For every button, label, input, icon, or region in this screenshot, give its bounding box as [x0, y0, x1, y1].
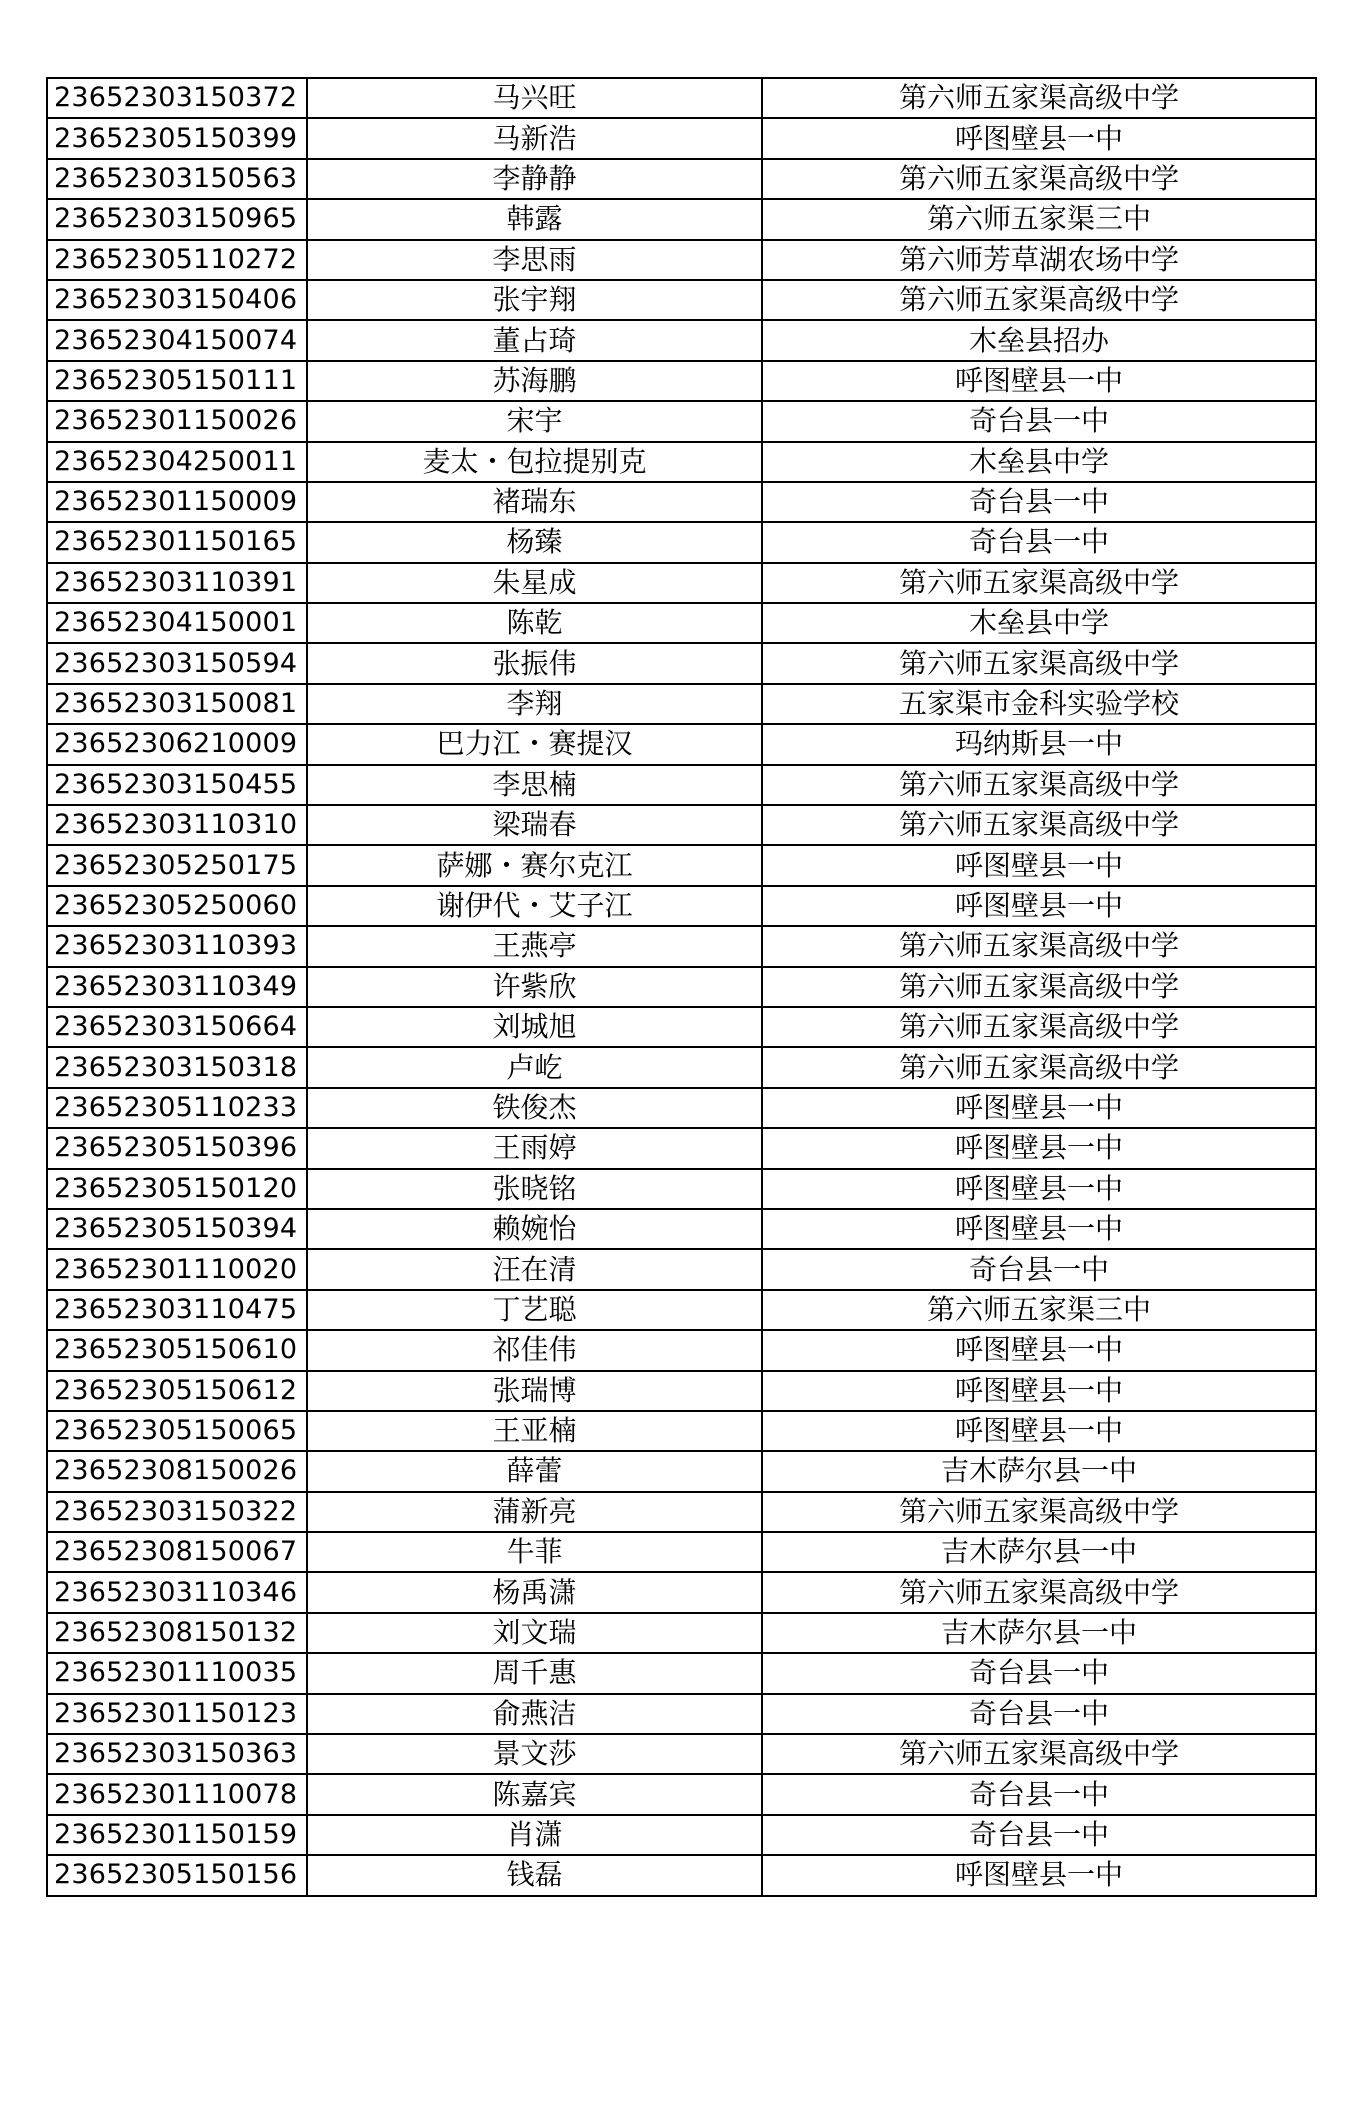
candidate-id-cell: 23652308150132: [47, 1613, 307, 1653]
school-cell: 第六师五家渠高级中学: [762, 1572, 1316, 1612]
school-cell: 呼图壁县一中: [762, 886, 1316, 926]
candidate-id-cell: 23652305110272: [47, 240, 307, 280]
student-name-cell: 王亚楠: [307, 1411, 762, 1451]
table-row: [47, 1492, 1316, 1532]
school-cell: 奇台县一中: [762, 1249, 1316, 1289]
student-name-cell: 刘文瑞: [307, 1613, 762, 1653]
school-cell: 奇台县一中: [762, 401, 1316, 441]
candidate-id-cell: 23652301110035: [47, 1653, 307, 1693]
table-row: [47, 159, 1316, 199]
school-cell: 第六师五家渠高级中学: [762, 643, 1316, 683]
table-row: [47, 1572, 1316, 1612]
student-name-cell: 周千惠: [307, 1653, 762, 1693]
school-cell: 第六师五家渠高级中学: [762, 78, 1316, 118]
school-cell: 吉木萨尔县一中: [762, 1451, 1316, 1491]
table-row: [47, 1815, 1316, 1855]
roster-body: [47, 78, 1316, 1896]
student-name-cell: 杨禹潇: [307, 1572, 762, 1612]
candidate-id-cell: 23652303150965: [47, 199, 307, 239]
school-cell: 吉木萨尔县一中: [762, 1613, 1316, 1653]
table-row: [47, 886, 1316, 926]
student-name-cell: 俞燕洁: [307, 1694, 762, 1734]
table-row: [47, 1330, 1316, 1370]
table-row: [47, 1451, 1316, 1491]
school-cell: 第六师五家渠高级中学: [762, 1007, 1316, 1047]
student-name-cell: 李思雨: [307, 240, 762, 280]
student-name-cell: 萨娜・赛尔克江: [307, 845, 762, 885]
student-name-cell: 王雨婷: [307, 1128, 762, 1168]
school-cell: 呼图壁县一中: [762, 1169, 1316, 1209]
school-cell: 第六师五家渠高级中学: [762, 1734, 1316, 1774]
candidate-id-cell: 23652303110391: [47, 563, 307, 603]
student-name-cell: 李静静: [307, 159, 762, 199]
school-cell: 第六师五家渠高级中学: [762, 563, 1316, 603]
table-row: [47, 1855, 1316, 1895]
student-name-cell: 汪在清: [307, 1249, 762, 1289]
candidate-id-cell: 23652303150406: [47, 280, 307, 320]
table-row: [47, 1249, 1316, 1289]
candidate-id-cell: 23652301110020: [47, 1249, 307, 1289]
student-name-cell: 麦太・包拉提别克: [307, 442, 762, 482]
school-cell: 呼图壁县一中: [762, 1855, 1316, 1895]
student-name-cell: 韩露: [307, 199, 762, 239]
student-name-cell: 朱星成: [307, 563, 762, 603]
candidate-id-cell: 23652306210009: [47, 724, 307, 764]
school-cell: 奇台县一中: [762, 522, 1316, 562]
student-name-cell: 陈乾: [307, 603, 762, 643]
student-name-cell: 董占琦: [307, 320, 762, 360]
table-row: [47, 1007, 1316, 1047]
school-cell: 呼图壁县一中: [762, 1088, 1316, 1128]
candidate-id-cell: 23652304150001: [47, 603, 307, 643]
student-name-cell: 李翔: [307, 684, 762, 724]
candidate-id-cell: 23652305150111: [47, 361, 307, 401]
table-row: [47, 482, 1316, 522]
school-cell: 奇台县一中: [762, 1815, 1316, 1855]
candidate-id-cell: 23652303150318: [47, 1047, 307, 1087]
table-row: [47, 684, 1316, 724]
student-name-cell: 马兴旺: [307, 78, 762, 118]
school-cell: 第六师五家渠高级中学: [762, 967, 1316, 1007]
school-cell: 呼图壁县一中: [762, 1411, 1316, 1451]
student-name-cell: 刘城旭: [307, 1007, 762, 1047]
table-row: [47, 926, 1316, 966]
candidate-id-cell: 23652301150009: [47, 482, 307, 522]
candidate-id-cell: 23652304150074: [47, 320, 307, 360]
school-cell: 第六师五家渠高级中学: [762, 765, 1316, 805]
school-cell: 奇台县一中: [762, 1694, 1316, 1734]
candidate-id-cell: 23652303150372: [47, 78, 307, 118]
candidate-id-cell: 23652308150067: [47, 1532, 307, 1572]
table-row: [47, 765, 1316, 805]
school-cell: 呼图壁县一中: [762, 118, 1316, 158]
school-cell: 五家渠市金科实验学校: [762, 684, 1316, 724]
student-name-cell: 宋宇: [307, 401, 762, 441]
school-cell: 第六师五家渠高级中学: [762, 926, 1316, 966]
student-name-cell: 祁佳伟: [307, 1330, 762, 1370]
school-cell: 呼图壁县一中: [762, 1209, 1316, 1249]
table-row: [47, 1088, 1316, 1128]
student-name-cell: 许紫欣: [307, 967, 762, 1007]
table-row: [47, 805, 1316, 845]
candidate-id-cell: 23652305110233: [47, 1088, 307, 1128]
candidate-id-cell: 23652301150123: [47, 1694, 307, 1734]
table-row: [47, 1128, 1316, 1168]
student-name-cell: 景文莎: [307, 1734, 762, 1774]
school-cell: 第六师芳草湖农场中学: [762, 240, 1316, 280]
candidate-id-cell: 23652301150026: [47, 401, 307, 441]
school-cell: 吉木萨尔县一中: [762, 1532, 1316, 1572]
student-name-cell: 苏海鹏: [307, 361, 762, 401]
student-name-cell: 张瑞博: [307, 1371, 762, 1411]
student-name-cell: 丁艺聪: [307, 1290, 762, 1330]
table-row: [47, 724, 1316, 764]
school-cell: 呼图壁县一中: [762, 1330, 1316, 1370]
table-row: [47, 1411, 1316, 1451]
school-cell: 呼图壁县一中: [762, 845, 1316, 885]
school-cell: 第六师五家渠三中: [762, 199, 1316, 239]
table-row: [47, 1694, 1316, 1734]
school-cell: 第六师五家渠三中: [762, 1290, 1316, 1330]
student-name-cell: 张宇翔: [307, 280, 762, 320]
table-row: [47, 442, 1316, 482]
table-row: [47, 1169, 1316, 1209]
student-name-cell: 卢屹: [307, 1047, 762, 1087]
candidate-id-cell: 23652301150159: [47, 1815, 307, 1855]
candidate-id-cell: 23652301110078: [47, 1774, 307, 1814]
student-name-cell: 陈嘉宾: [307, 1774, 762, 1814]
student-name-cell: 谢伊代・艾子江: [307, 886, 762, 926]
roster-table: [46, 77, 1317, 1897]
student-name-cell: 肖潇: [307, 1815, 762, 1855]
candidate-id-cell: 23652303110349: [47, 967, 307, 1007]
candidate-id-cell: 23652303150664: [47, 1007, 307, 1047]
table-row: [47, 967, 1316, 1007]
table-row: [47, 1734, 1316, 1774]
candidate-id-cell: 23652305150120: [47, 1169, 307, 1209]
student-name-cell: 梁瑞春: [307, 805, 762, 845]
school-cell: 呼图壁县一中: [762, 1128, 1316, 1168]
candidate-id-cell: 23652305150156: [47, 1855, 307, 1895]
table-row: [47, 320, 1316, 360]
table-row: [47, 1209, 1316, 1249]
student-name-cell: 巴力江・赛提汉: [307, 724, 762, 764]
table-row: [47, 1290, 1316, 1330]
candidate-id-cell: 23652303150081: [47, 684, 307, 724]
table-row: [47, 1653, 1316, 1693]
table-row: [47, 1371, 1316, 1411]
school-cell: 木垒县中学: [762, 603, 1316, 643]
student-name-cell: 铁俊杰: [307, 1088, 762, 1128]
candidate-id-cell: 23652303110346: [47, 1572, 307, 1612]
student-name-cell: 马新浩: [307, 118, 762, 158]
table-row: [47, 401, 1316, 441]
candidate-id-cell: 23652305150394: [47, 1209, 307, 1249]
table-row: [47, 280, 1316, 320]
table-row: [47, 1774, 1316, 1814]
student-name-cell: 褚瑞东: [307, 482, 762, 522]
student-name-cell: 张振伟: [307, 643, 762, 683]
candidate-id-cell: 23652303150594: [47, 643, 307, 683]
school-cell: 第六师五家渠高级中学: [762, 1492, 1316, 1532]
student-name-cell: 赖婉怡: [307, 1209, 762, 1249]
school-cell: 奇台县一中: [762, 1774, 1316, 1814]
candidate-id-cell: 23652303150563: [47, 159, 307, 199]
school-cell: 呼图壁县一中: [762, 1371, 1316, 1411]
candidate-id-cell: 23652305150399: [47, 118, 307, 158]
candidate-id-cell: 23652305150610: [47, 1330, 307, 1370]
candidate-id-cell: 23652305150065: [47, 1411, 307, 1451]
school-cell: 奇台县一中: [762, 482, 1316, 522]
table-row: [47, 563, 1316, 603]
school-cell: 木垒县招办: [762, 320, 1316, 360]
student-name-cell: 牛菲: [307, 1532, 762, 1572]
school-cell: 木垒县中学: [762, 442, 1316, 482]
candidate-id-cell: 23652303110393: [47, 926, 307, 966]
student-name-cell: 钱磊: [307, 1855, 762, 1895]
table-row: [47, 845, 1316, 885]
student-name-cell: 杨臻: [307, 522, 762, 562]
table-row: [47, 361, 1316, 401]
candidate-id-cell: 23652308150026: [47, 1451, 307, 1491]
candidate-id-cell: 23652303150322: [47, 1492, 307, 1532]
candidate-id-cell: 23652301150165: [47, 522, 307, 562]
table-row: [47, 522, 1316, 562]
candidate-id-cell: 23652305250060: [47, 886, 307, 926]
candidate-id-cell: 23652303150455: [47, 765, 307, 805]
student-name-cell: 蒲新亮: [307, 1492, 762, 1532]
school-cell: 呼图壁县一中: [762, 361, 1316, 401]
table-row: [47, 199, 1316, 239]
candidate-id-cell: 23652305250175: [47, 845, 307, 885]
candidate-id-cell: 23652304250011: [47, 442, 307, 482]
candidate-id-cell: 23652303110475: [47, 1290, 307, 1330]
student-name-cell: 王燕亭: [307, 926, 762, 966]
school-cell: 奇台县一中: [762, 1653, 1316, 1693]
candidate-id-cell: 23652303150363: [47, 1734, 307, 1774]
student-name-cell: 李思楠: [307, 765, 762, 805]
school-cell: 第六师五家渠高级中学: [762, 1047, 1316, 1087]
school-cell: 第六师五家渠高级中学: [762, 159, 1316, 199]
student-name-cell: 薛蕾: [307, 1451, 762, 1491]
table-row: [47, 603, 1316, 643]
table-row: [47, 240, 1316, 280]
table-row: [47, 118, 1316, 158]
table-row: [47, 1532, 1316, 1572]
table-row: [47, 643, 1316, 683]
school-cell: 玛纳斯县一中: [762, 724, 1316, 764]
table-row: [47, 78, 1316, 118]
table-row: [47, 1047, 1316, 1087]
candidate-id-cell: 23652305150396: [47, 1128, 307, 1168]
school-cell: 第六师五家渠高级中学: [762, 280, 1316, 320]
student-name-cell: 张晓铭: [307, 1169, 762, 1209]
table-row: [47, 1613, 1316, 1653]
candidate-id-cell: 23652303110310: [47, 805, 307, 845]
school-cell: 第六师五家渠高级中学: [762, 805, 1316, 845]
candidate-id-cell: 23652305150612: [47, 1371, 307, 1411]
